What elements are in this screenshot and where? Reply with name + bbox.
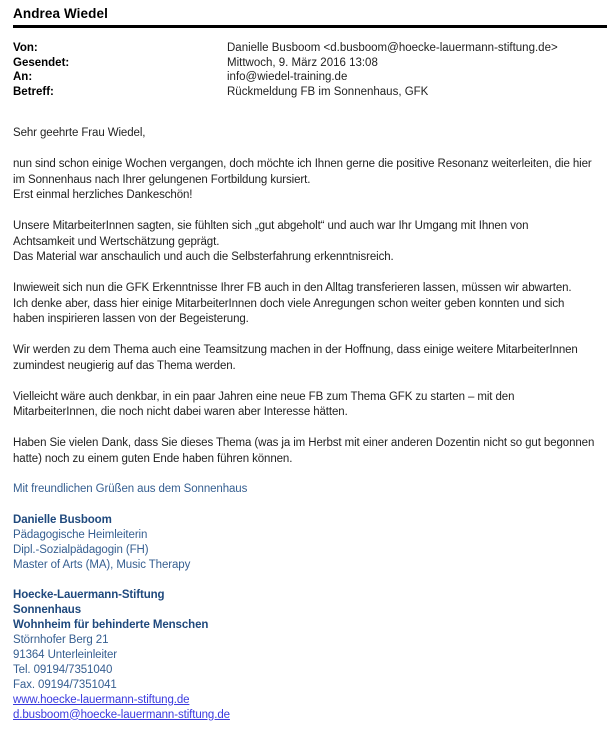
email-body [13,126,607,498]
meta-row-to [13,70,607,85]
body-line: Ich denke aber, dass hier einige MitarbeiterInnen doch viele Anregungen schon weiter geben konnten und sich [13,297,565,310]
from-value: Danielle Busboom <d.busboom@hoecke-lauermann-stiftung.de> [227,42,558,54]
body-line: Das Material war anschaulich und auch die Selbsterfahrung erkenntnisreich. [13,251,394,263]
body-line: zumindest neugierig auf das Thema werden. [13,359,236,372]
signature-name: Danielle Busboom [13,513,112,526]
org-fax: Fax. 09194/7351041 [13,678,117,691]
body-line: Vielleicht wäre auch denkbar, in ein paar Jahren eine neue FB zum Thema GFK zu starten – mit den [13,390,515,403]
org-foundation: Hoecke-Lauermann-Stiftung [13,588,165,601]
body-line: Unsere MitarbeiterInnen sagten, sie fühlten sich „gut abgeholt“ und auch war Ihr Umgang mit Ihnen von [13,220,529,232]
signature-role: Dipl.-Sozialpädagogin (FH) [13,543,149,556]
email-link[interactable]: d.busboom@hoecke-lauermann-stiftung.de [13,708,230,721]
body-line: Haben Sie vielen Dank, dass Sie dieses Thema (was ja im Herbst mit einer anderen Dozentin nicht so gut begonnen [13,437,595,449]
header-divider [13,25,607,28]
greeting-line: Sehr geehrte Frau Wiedel, [13,127,146,139]
org-city: 91364 Unterleinleiter [13,648,118,661]
body-line: Inwieweit sich nun die GFK Erkenntnisse Ihrer FB auch in den Alltag transferieren lassen, müssen wir abwarten. [13,282,572,294]
signature-role: Master of Arts (MA), Music Therapy [13,558,191,571]
body-line: haben inspirieren lassen von der Begeisterung. [13,313,249,325]
to-label: An: [13,71,33,83]
meta-row-from [13,41,607,56]
sent-value: Mittwoch, 9. März 2016 13:08 [227,56,378,69]
meta-row-sent [13,56,607,71]
body-line: hatte) noch zu einem guten Ende haben führen können. [13,452,293,465]
signature-role: Pädagogische Heimleiterin [13,528,148,541]
body-line: Achtsamkeit und Wertschätzung geprägt. [13,235,220,248]
subject-label: Betreff: [13,85,54,98]
body-line: im Sonnenhaus nach Ihrer gelungenen Fortbildung kursiert. [13,173,311,186]
org-street: Störnhofer Berg 21 [13,633,109,646]
org-house: Sonnenhaus [13,603,82,616]
signature-block [13,498,607,723]
page-title: Andrea Wiedel [13,6,108,21]
email-meta-header [13,41,607,99]
body-line: Wir werden zu dem Thema auch eine Teamsitzung machen in der Hoffnung, dass einige weitere MitarbeiterInnen [13,344,578,356]
org-description: Wohnheim für behinderte Menschen [13,618,209,631]
org-phone: Tel. 09194/7351040 [13,663,113,676]
website-link[interactable]: www.hoecke-lauermann-stiftung.de [13,693,190,706]
body-line: Erst einmal herzliches Dankeschön! [13,189,193,201]
from-label: Von: [13,42,38,54]
subject-value: Rückmeldung FB im Sonnenhaus, GFK [227,85,429,98]
to-value: info@wiedel-training.de [227,71,348,83]
closing-line: Mit freundlichen Grüßen aus dem Sonnenhaus [13,483,248,495]
sent-label: Gesendet: [13,56,70,69]
meta-row-subject [13,85,607,100]
body-line: MitarbeiterInnen, die noch nicht dabei waren aber Interesse hätten. [13,406,348,418]
body-line: nun sind schon einige Wochen vergangen, doch möchte ich Ihnen gerne die positive Resonanz weiterleiten, die hier [13,158,592,170]
